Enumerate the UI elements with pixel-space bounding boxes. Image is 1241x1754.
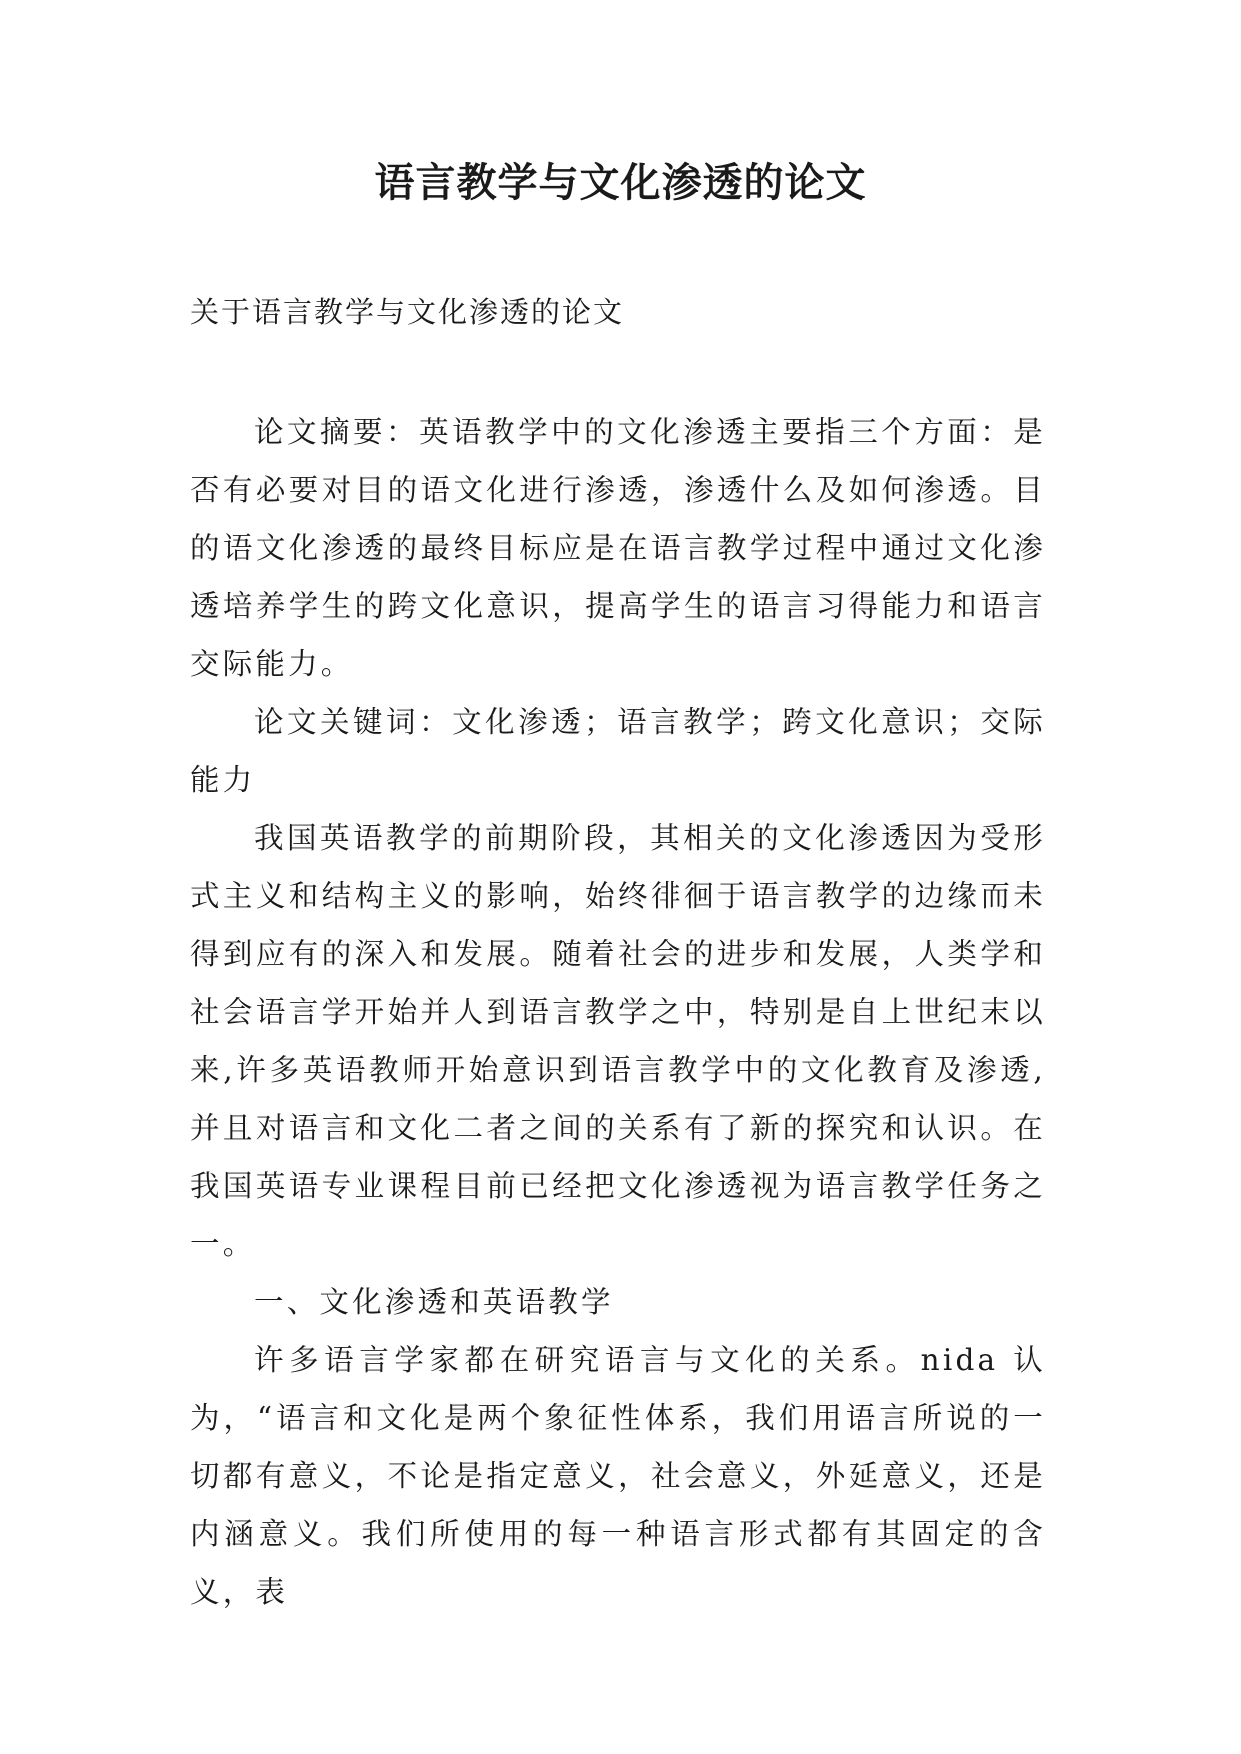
abstract-paragraph: 论文摘要：英语教学中的文化渗透主要指三个方面：是否有必要对目的语文化进行渗透，渗透什么及如何渗透。目的语文化渗透的最终目标应是在语言教学过程中通过文化渗透培养学生的跨文化意识，提高学生的语言习得能力和语言交际能力。 bbox=[190, 415, 1046, 681]
document-title: 语言教学与文化渗透的论文 bbox=[374, 159, 867, 206]
document-subtitle: 关于语言教学与文化渗透的论文 bbox=[190, 295, 625, 329]
keywords-paragraph: 论文关键词：文化渗透；语言教学；跨文化意识；交际能力 bbox=[190, 705, 1046, 797]
document-body bbox=[190, 403, 1046, 1621]
intro-paragraph: 我国英语教学的前期阶段，其相关的文化渗透因为受形式主义和结构主义的影响，始终徘徊于语言教学的边缘而未得到应有的深入和发展。随着社会的进步和发展，人类学和社会语言学开始并人到语言教学之中，特别是自上世纪末以来,许多英语教师开始意识到语言教学中的文化教育及渗透,并且对语言和文化二者之间的关系有了新的探究和认识。在我国英语专业课程目前已经把文化渗透视为语言教学任务之一。 bbox=[190, 821, 1046, 1261]
section-paragraph: 许多语言学家都在研究语言与文化的关系。nida 认为，“语言和文化是两个象征性体系，我们用语言所说的一切都有意义，不论是指定意义，社会意义，外延意义，还是内涵意义。我们所使用的每一种语言形式都有其固定的含义，表 bbox=[190, 1343, 1046, 1609]
section-heading: 一、文化渗透和英语教学 bbox=[254, 1285, 614, 1319]
